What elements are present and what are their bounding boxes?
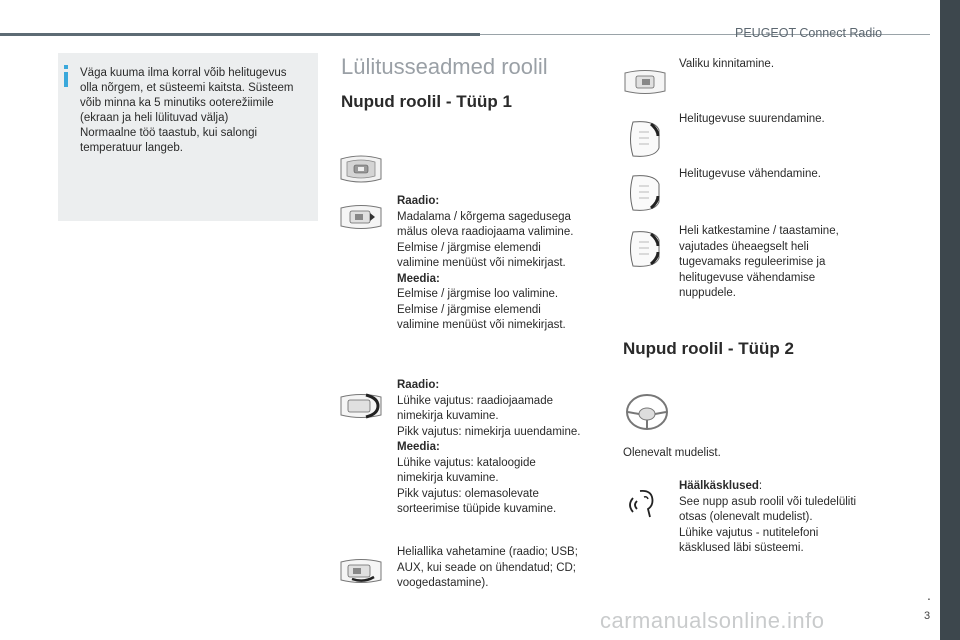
text-line: Lühike vajutus: raadiojaamade bbox=[397, 394, 553, 407]
volume-up-icon bbox=[625, 118, 665, 160]
source-button-icon bbox=[338, 557, 384, 585]
page-edge-bar bbox=[940, 0, 960, 640]
watermark: carmanualsonline.info bbox=[600, 608, 825, 633]
text-line: AUX, kui seade on ühendatud; CD; bbox=[397, 561, 577, 574]
voice-command-text bbox=[679, 479, 856, 557]
volume-down-icon bbox=[625, 172, 665, 214]
media-heading: Meedia: bbox=[397, 272, 440, 285]
steering-wheel-icon bbox=[624, 392, 670, 432]
text-line: voogedastamine). bbox=[397, 577, 489, 589]
confirm-text bbox=[679, 57, 774, 73]
voice-command-icon bbox=[628, 487, 662, 521]
voice-heading-colon: : bbox=[758, 480, 763, 492]
volume-up-text bbox=[679, 112, 825, 128]
info-icon bbox=[64, 65, 68, 87]
model-note bbox=[623, 446, 721, 462]
text-line: Lühike vajutus: kataloogide bbox=[397, 456, 536, 469]
type1-title: Nupud roolil - Tüüp 1 bbox=[341, 92, 512, 111]
list-button-icon bbox=[338, 392, 384, 420]
text-line: sorteerimise tüüpide kuvamine. bbox=[397, 503, 557, 515]
text-line: Heli katkestamine / taastamine, bbox=[679, 225, 839, 237]
text-line: See nupp asub roolil või tuledelüliti bbox=[679, 495, 857, 508]
text-line: nimekirja kuvamine. bbox=[397, 472, 499, 484]
voice-heading: Häälkäsklused bbox=[679, 480, 759, 492]
text-line: Valiku kinnitamine. bbox=[679, 58, 775, 70]
header-title: PEUGEOT Connect Radio bbox=[735, 26, 883, 40]
mute-icon bbox=[625, 228, 665, 270]
text-line: käsklused läbi süsteemi. bbox=[679, 542, 804, 554]
type1-block1-text bbox=[397, 194, 573, 334]
text-line: Helitugevuse suurendamine. bbox=[679, 113, 825, 125]
text-line: vajutades üheaegselt heli bbox=[679, 240, 809, 253]
steering-control-cluster-icon bbox=[338, 153, 384, 185]
text-line: Eelmise / järgmise elemendi bbox=[397, 241, 541, 254]
text-line: valimine menüüst või nimekirjast. bbox=[397, 257, 566, 269]
text-line: Heliallika vahetamine (raadio; USB; bbox=[397, 546, 578, 558]
volume-down-text bbox=[679, 167, 821, 183]
text-line: Helitugevuse vähendamine. bbox=[679, 168, 821, 180]
type2-title: Nupud roolil - Tüüp 2 bbox=[623, 339, 794, 358]
info-note-box bbox=[58, 53, 318, 221]
text-line: Eelmise / järgmise elemendi bbox=[397, 303, 541, 316]
type1-block3-text bbox=[397, 545, 578, 592]
text-line: valimine menüüst või nimekirjast. bbox=[397, 319, 566, 331]
page-number: 3 bbox=[924, 610, 931, 622]
radio-heading: Raadio: bbox=[397, 379, 440, 391]
section-title: Lülitusseadmed roolil bbox=[341, 54, 548, 79]
text-line: Eelmise / järgmise loo valimine. bbox=[397, 288, 559, 300]
note-line: võib minna ka 5 minutiks ooterežiimile bbox=[80, 97, 274, 109]
text-line: mälus oleva raadiojaama valimine. bbox=[397, 226, 574, 238]
text-line: otsas (olenevalt mudelist). bbox=[679, 511, 813, 523]
header-rule bbox=[0, 33, 480, 36]
note-line: Väga kuuma ilma korral võib helitugevus bbox=[80, 67, 287, 79]
note-line: Normaalne töö taastub, kui salongi bbox=[80, 127, 258, 139]
text-line: helitugevuse vähendamise bbox=[679, 271, 816, 284]
text-line: Madalama / kõrgema sagedusega bbox=[397, 210, 571, 223]
mute-text bbox=[679, 224, 839, 302]
page-marker: . bbox=[927, 587, 931, 603]
text-line: Pikk vajutus: olemasolevate bbox=[397, 487, 539, 500]
text-line: nimekirja kuvamine. bbox=[397, 410, 499, 422]
text-line: Pikk vajutus: nimekirja uuendamine. bbox=[397, 425, 581, 438]
text-line: Olenevalt mudelist. bbox=[623, 447, 721, 459]
confirm-button-icon bbox=[622, 68, 668, 96]
note-line: (ekraan ja heli lülituvad välja) bbox=[80, 112, 229, 124]
seek-buttons-icon bbox=[338, 203, 384, 231]
text-line: nuppudele. bbox=[679, 287, 736, 299]
media-heading: Meedia: bbox=[397, 441, 440, 453]
type1-block2-text bbox=[397, 378, 580, 518]
text-line: Lühike vajutus - nutitelefoni bbox=[679, 526, 819, 539]
note-line: olla nõrgem, et süsteemi kaitsta. Süsteem bbox=[80, 82, 294, 94]
info-note-text bbox=[80, 66, 310, 156]
text-line: tugevamaks reguleerimise ja bbox=[679, 256, 826, 268]
note-line: temperatuur langeb. bbox=[80, 142, 183, 154]
radio-heading: Raadio: bbox=[397, 195, 440, 207]
